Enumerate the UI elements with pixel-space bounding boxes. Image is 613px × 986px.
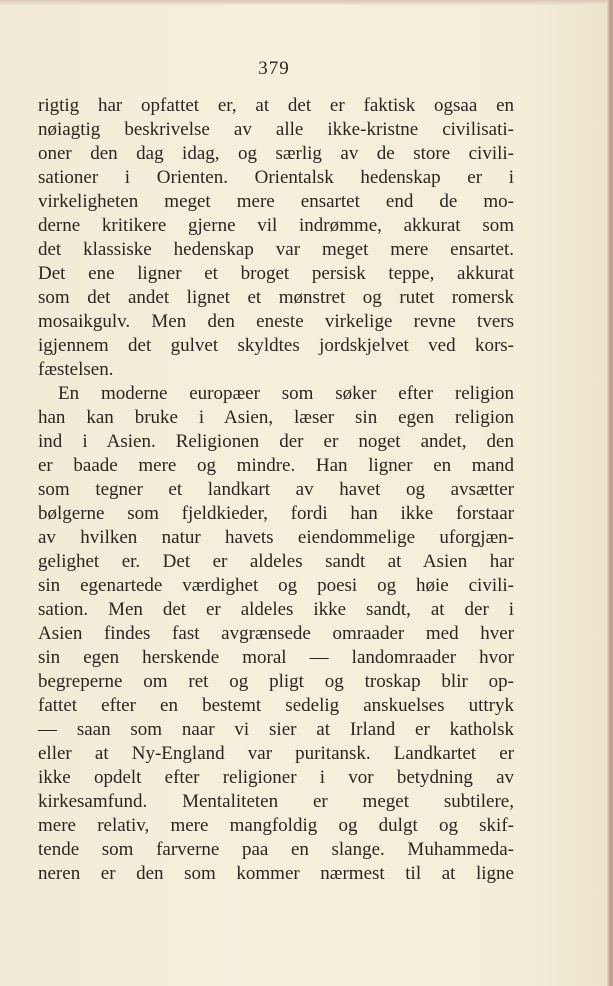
text-line: bølgerne som fjeldkieder, fordi han ikke forstaar [38,503,514,524]
text-line: gelighet er. Det er aldeles sandt at Asien har [38,551,514,572]
text-line: det klassiske hedenskap var meget mere ensartet. [38,239,514,260]
text-line: som det andet lignet et mønstret og rutet romersk [38,287,514,308]
text-line: sin egenartede værdighet og poesi og høie civili- [38,575,514,596]
text-line: derne kritikere gjerne vil indrømme, akkurat som [38,215,514,236]
text-line: eller at Ny-England var puritansk. Landkartet er [38,743,514,764]
text-line: — saan som naar vi sier at Irland er katholsk [38,719,514,740]
text-line: ind i Asien. Religionen der er noget andet, den [38,431,514,452]
text-line: ikke opdelt efter religioner i vor betydning av [38,767,514,788]
text-line: sationer i Orienten. Orientalsk hedenskap er i [38,167,514,188]
text-line: fæstelsen. [38,359,114,380]
text-line: fattet efter en bestemt sedelig anskuelses uttryk [38,695,514,716]
text-line: rigtig har opfattet er, at det er faktisk ogsaa en [38,95,514,116]
page-top-edge [0,0,613,5]
text-line: igjennem det gulvet skyldtes jordskjelvet ved kors- [38,335,514,356]
page-right-edge [607,0,613,986]
text-line: oner den dag idag, og særlig av de store civili- [38,143,514,164]
text-line: En moderne europæer som søker efter religion [58,383,514,404]
text-line: neren er den som kommer nærmest til at ligne [38,863,514,884]
page-number: 379 [258,58,290,79]
text-line: sation. Men det er aldeles ikke sandt, at der i [38,599,514,620]
text-line: av hvilken natur havets eiendommelige uforgjæn- [38,527,514,548]
text-line: tende som farverne paa en slange. Muhammeda- [38,839,514,860]
text-line: han kan bruke i Asien, læser sin egen religion [38,407,514,428]
text-line: begreperne om ret og pligt og troskap blir op- [38,671,514,692]
body-text [38,94,514,886]
text-line: Det ene ligner et broget persisk teppe, akkurat [38,263,514,284]
text-line: sin egen herskende moral — landomraader hvor [38,647,514,668]
text-line: mosaikgulv. Men den eneste virkelige revne tvers [38,311,514,332]
text-line: mere relativ, mere mangfoldig og dulgt og skif- [38,815,514,836]
text-line: kirkesamfund. Mentaliteten er meget subtilere, [38,791,514,812]
text-line: er baade mere og mindre. Han ligner en mand [38,455,514,476]
text-line: Asien findes fast avgrænsede omraader med hver [38,623,514,644]
text-line: som tegner et landkart av havet og avsætter [38,479,514,500]
text-line: virkeligheten meget mere ensartet end de mo- [38,191,514,212]
text-line: nøiagtig beskrivelse av alle ikke-kristne civilisati- [38,119,514,140]
